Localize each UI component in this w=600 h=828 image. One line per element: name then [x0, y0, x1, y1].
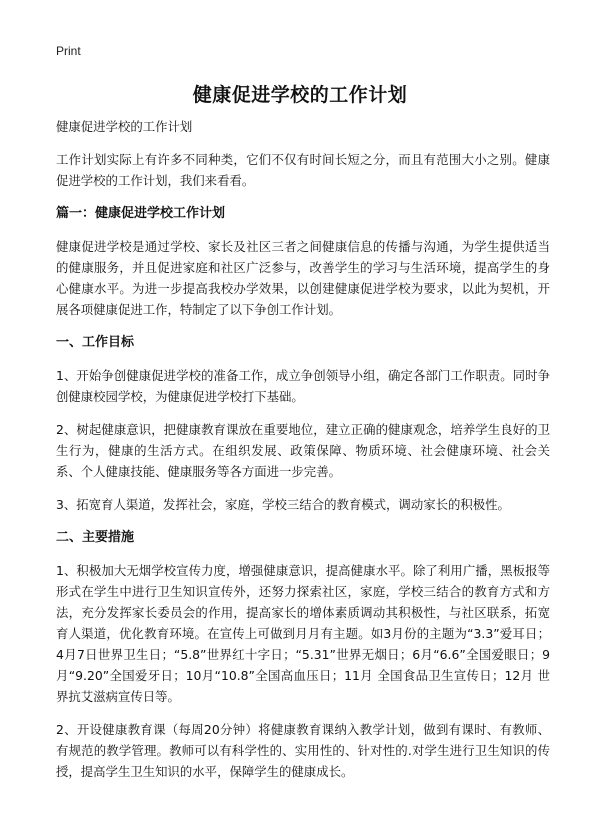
- intro-paragraph: 工作计划实际上有许多不同种类，它们不仅有时间长短之分，而且有范围大小之别。健康促进学校的工作计划，我们来看看。: [56, 152, 550, 188]
- print-label[interactable]: Print: [56, 44, 81, 58]
- document-body: [56, 116, 550, 794]
- goal-item-3: 3、拓宽育人渠道，发挥社会，家庭，学校三结合的教育模式，调动家长的积极性。: [56, 497, 510, 512]
- goals-heading: 一、工作目标: [56, 335, 135, 350]
- document-title: 健康促进学校的工作计划: [192, 84, 408, 106]
- measure-item-1: 1、积极加大无烟学校宣传力度，增强健康意识，提高健康水平。除了利用广播，黑板报等形式在学生中进行卫生知识宣传外，还努力探索社区，家庭，学校三结合的教育方式和方法，充分发挥家长委员会的作用，提高家长的增体素质调动其积极性，与社区联系，拓宽育人渠道，优化教育环境。在宣传上可做到月月有主题。如3月份的主题为“3.3”爱耳日；4月7日世界卫生日；“5.8”世界红十字日；“5.31”世界无烟日；6月“6.6”全国爱眼日；9月“9.20”全国爱牙日；10月“10.8”全国高血压日；11月 全国食品卫生宣传日；12月 世界抗艾滋病宣传日等。: [56, 563, 550, 704]
- goal-item-1: 1、开始争创健康促进学校的准备工作，成立争创领导小组，确定各部门工作职责。同时争创健康校园学校，为健康促进学校打下基础。: [56, 368, 550, 404]
- goal-item-2: 2、树起健康意识，把健康教育课放在重要地位，建立正确的健康观念，培养学生良好的卫生行为，健康的生活方式。在组织发展、政策保障、物质环境、社会健康环境、社会关系、个人健康技能、健康服务等各方面进一步完善。: [56, 422, 550, 479]
- document-subtitle: 健康促进学校的工作计划: [56, 119, 193, 134]
- section1-heading: 篇一：健康促进学校工作计划: [56, 206, 226, 221]
- measure-item-2: 2、开设健康教育课（每周20分钟）将健康教育课纳入教学计划，做到有课时、有教师、有规范的教学管理。教师可以有科学性的、实用性的、针对性的.对学生进行卫生知识的传授，提高学生卫生知识的水平，保障学生的健康成长。: [56, 722, 550, 779]
- section1-paragraph: 健康促进学校是通过学校、家长及社区三者之间健康信息的传播与沟通，为学生提供适当的健康服务，并且促进家庭和社区广泛参与，改善学生的学习与生活环境，提高学生的身心健康水平。为进一步提高我校办学效果，以创建健康促进学校为要求，以此为契机，开展各项健康促进工作，特制定了以下争创工作计划。: [56, 239, 550, 317]
- measures-heading: 二、主要措施: [56, 530, 135, 545]
